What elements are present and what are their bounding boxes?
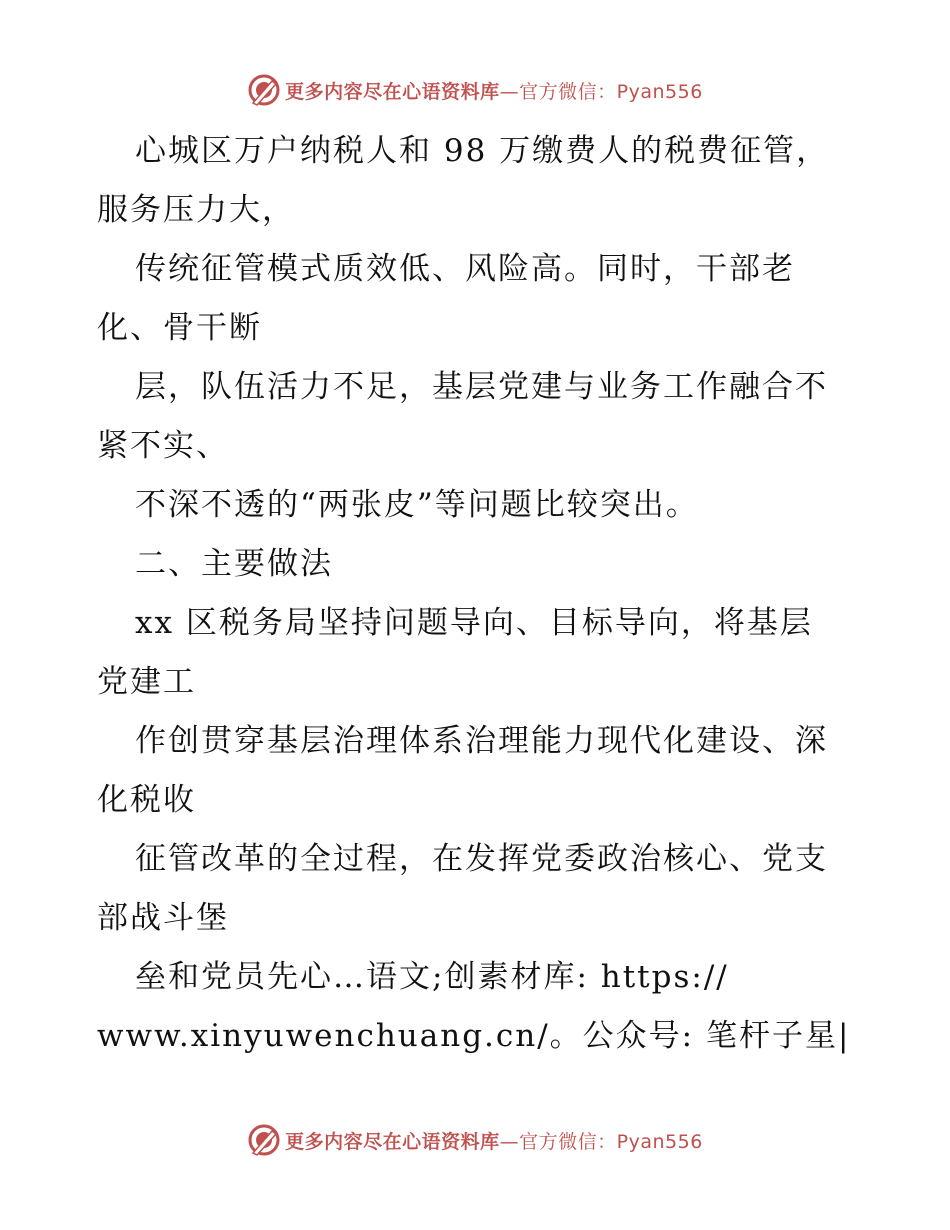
body-line: 部战斗堡 [97, 900, 229, 936]
body-line: 党建工 [97, 664, 196, 700]
body-line: 化税收 [97, 782, 196, 818]
body-line: 化、骨干断 [97, 310, 262, 346]
watermark-contact: 官方微信：Pyan556 [519, 80, 703, 103]
body-line: 服务压力大， [97, 192, 295, 228]
document-body [97, 122, 877, 1066]
watermark-separator: — [499, 80, 520, 103]
body-line: 层，队伍活力不足，基层党建与业务工作融合不 [135, 369, 828, 405]
watermark-text [285, 1127, 703, 1154]
watermark-brand: 更多内容尽在心语资料库 [285, 1130, 500, 1153]
pen-logo-icon [247, 1123, 281, 1157]
watermark-separator: — [499, 1130, 520, 1153]
body-line: 心城区万户纳税人和 98 万缴费人的税费征管， [135, 133, 830, 169]
pen-logo-icon [247, 73, 281, 107]
section-heading: 二、主要做法 [135, 546, 333, 582]
watermark-brand: 更多内容尽在心语资料库 [285, 80, 500, 103]
body-line: 征管改革的全过程，在发挥党委政治核心、党支 [135, 841, 828, 877]
watermark-contact: 官方微信：Pyan556 [519, 1130, 703, 1153]
body-line: 作创贯穿基层治理体系治理能力现代化建设、深 [135, 723, 828, 759]
body-line: 紧不实、 [97, 428, 229, 464]
body-line: 传统征管模式质效低、风险高。同时，干部老 [135, 251, 795, 287]
body-line: 不深不透的“两张皮”等问题比较突出。 [135, 487, 699, 523]
body-line: xx 区税务局坚持问题导向、目标导向，将基层 [135, 605, 813, 641]
header-watermark [0, 70, 950, 110]
body-line: 垒和党员先心…语文;创素材库: https:// [135, 959, 729, 995]
watermark-text [285, 77, 703, 104]
body-line: www.xinyuwenchuang.cn/。公众号: 笔杆子星| [97, 1018, 851, 1054]
footer-watermark [0, 1120, 950, 1160]
